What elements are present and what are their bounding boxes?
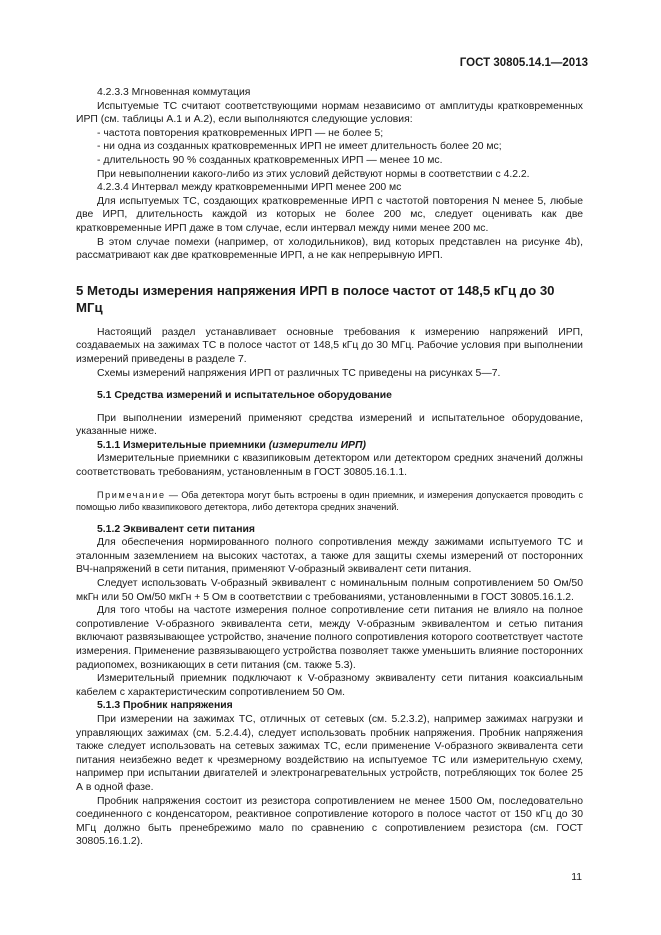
paragraph: Измерительные приемники с квазипиковым детектором или детектором средних значений должны соответствовать требованиям, установленным в ГОСТ 30805.16.1.1.	[76, 453, 583, 479]
page-number: 11	[571, 872, 582, 883]
paragraph: Схемы измерений напряжения ИРП от различных ТС приведены на рисунках 5—7.	[97, 367, 501, 379]
paragraph: Для того чтобы на частоте измерения полное сопротивление сети питания не влияло на полное сопротивление V-образного эквивалента сети, между V-образным эквивалентом и сетью питания включают развязывающее устройство, значение полного сопротивления которого соответствует частоте измерения. Применение развязывающего устройства позволяет также уменьшить влияние посторонних радиопомех, возникающих в сети питания (см. также 5.3).	[76, 605, 583, 671]
note-text: — Оба детектора могут быть встроены в один приемник, и измерения допускается проводить с помощью либо квазипикового детектора, либо детектора средних значений.	[76, 489, 583, 513]
subsection-heading: 5.1.2 Эквивалент сети питания	[97, 523, 255, 535]
paragraph: Следует использовать V-образный эквивалент с номинальным полным сопротивлением 50 Ом/50 мкГн или 50 Ом/50 мкГн + 5 Ом в соответствии с требованиями, установленными в ГОСТ 30805.16.1.2.	[76, 578, 583, 603]
list-item: - частота повторения кратковременных ИРП — не более 5;	[97, 127, 384, 139]
section-heading: 5 Методы измерения напряжения ИРП в полосе частот от 148,5 кГц до 30 МГц	[76, 282, 555, 315]
paragraph: Настоящий раздел устанавливает основные требования к измерению напряжений ИРП, создаваемых на зажимах ТС в полосе частот от 148,5 кГц до 30 МГц. Рабочие условия при выполнении измерений приведены в разделе 7.	[76, 326, 583, 365]
list-item: - ни одна из созданных кратковременных ИРП не имеет длительность более 20 мс;	[97, 141, 502, 153]
paragraph: Для обеспечения нормированного полного сопротивления между зажимами испытуемого ТС и эталонным заземлением на высоких частотах, а также для защиты схемы измерений от посторонних ВЧ-напряжений в сети питания, применяют V-образный эквивалент сети питания.	[76, 537, 583, 576]
note	[76, 489, 583, 514]
subsection-heading: 5.1.3 Пробник напряжения	[97, 700, 233, 712]
clause-heading: 4.2.3.3 Мгновенная коммутация	[97, 87, 251, 98]
paragraph: Измерительный приемник подключают к V-образному эквиваленту сети питания коаксиальным кабелем с характеристическим сопротивлением 50 Ом.	[76, 673, 583, 698]
clause-heading: 4.2.3.4 Интервал между кратковременными ИРП менее 200 мс	[97, 182, 402, 194]
paragraph: При измерении на зажимах ТС, отличных от сетевых (см. 5.2.3.2), например зажимах нагрузки и управляющих зажимах (см. 5.2.4.4), следует использовать пробник напряжения. Пробник напряжения также следует использовать на сетевых зажимах ТС, если применение V-образного эквивалента сети питания неизбежно ведет к чрезмерному воздействию на испытуемое ТС или измерительную схему, например при испытании двигателей и электронагревательных устройств, потребляющих ток более 25 А в одной фазе.	[76, 713, 583, 793]
subsection-heading: 5.1 Средства измерений и испытательное оборудование	[97, 390, 392, 402]
heading-italic-text: (измерители ИРП)	[268, 439, 366, 451]
paragraph: Для испытуемых ТС, создающих кратковременные ИРП с частотой повторения N менее 5, любые две ИРП, длительность каждой из которых не более 200 мс, следует оценивать как две кратковременные ИРП даже в том случае, если интервал между ними менее 200 мс.	[76, 195, 583, 234]
paragraph: При невыполнении какого-либо из этих условий действуют нормы в соответствии с 4.2.2.	[97, 168, 530, 180]
paragraph: В этом случае помехи (например, от холодильников), вид которых представлен на рисунке 4b), рассматривают как две кратковременные ИРП, а не как непрерывную ИРП.	[76, 236, 583, 262]
heading-text: 5.1.1 Измерительные приемники	[97, 439, 266, 451]
list-item: - длительность 90 % созданных кратковременных ИРП — менее 10 мс.	[97, 154, 443, 166]
document-body	[76, 86, 583, 849]
document-header: ГОСТ 30805.14.1—2013	[459, 57, 588, 69]
paragraph: Пробник напряжения состоит из резистора сопротивлением не менее 1500 Ом, последовательно соединенного с конденсатором, реактивное сопротивление которого в полосе частот от 150 кГц до 30 МГц должно быть пренебрежимо мало по сравнению с сопротивлением резистора (см. ГОСТ 30805.16.1.2).	[76, 795, 583, 848]
note-label: Примечание	[97, 489, 166, 500]
paragraph: Испытуемые ТС считают соответствующими нормам независимо от амплитуды кратковременных ИРП (см. таблицы А.1 и А.2), если выполняются следующие условия:	[76, 100, 583, 126]
subsection-heading	[76, 439, 583, 453]
paragraph: При выполнении измерений применяют средства измерений и испытательное оборудование, указанные ниже.	[76, 412, 583, 438]
